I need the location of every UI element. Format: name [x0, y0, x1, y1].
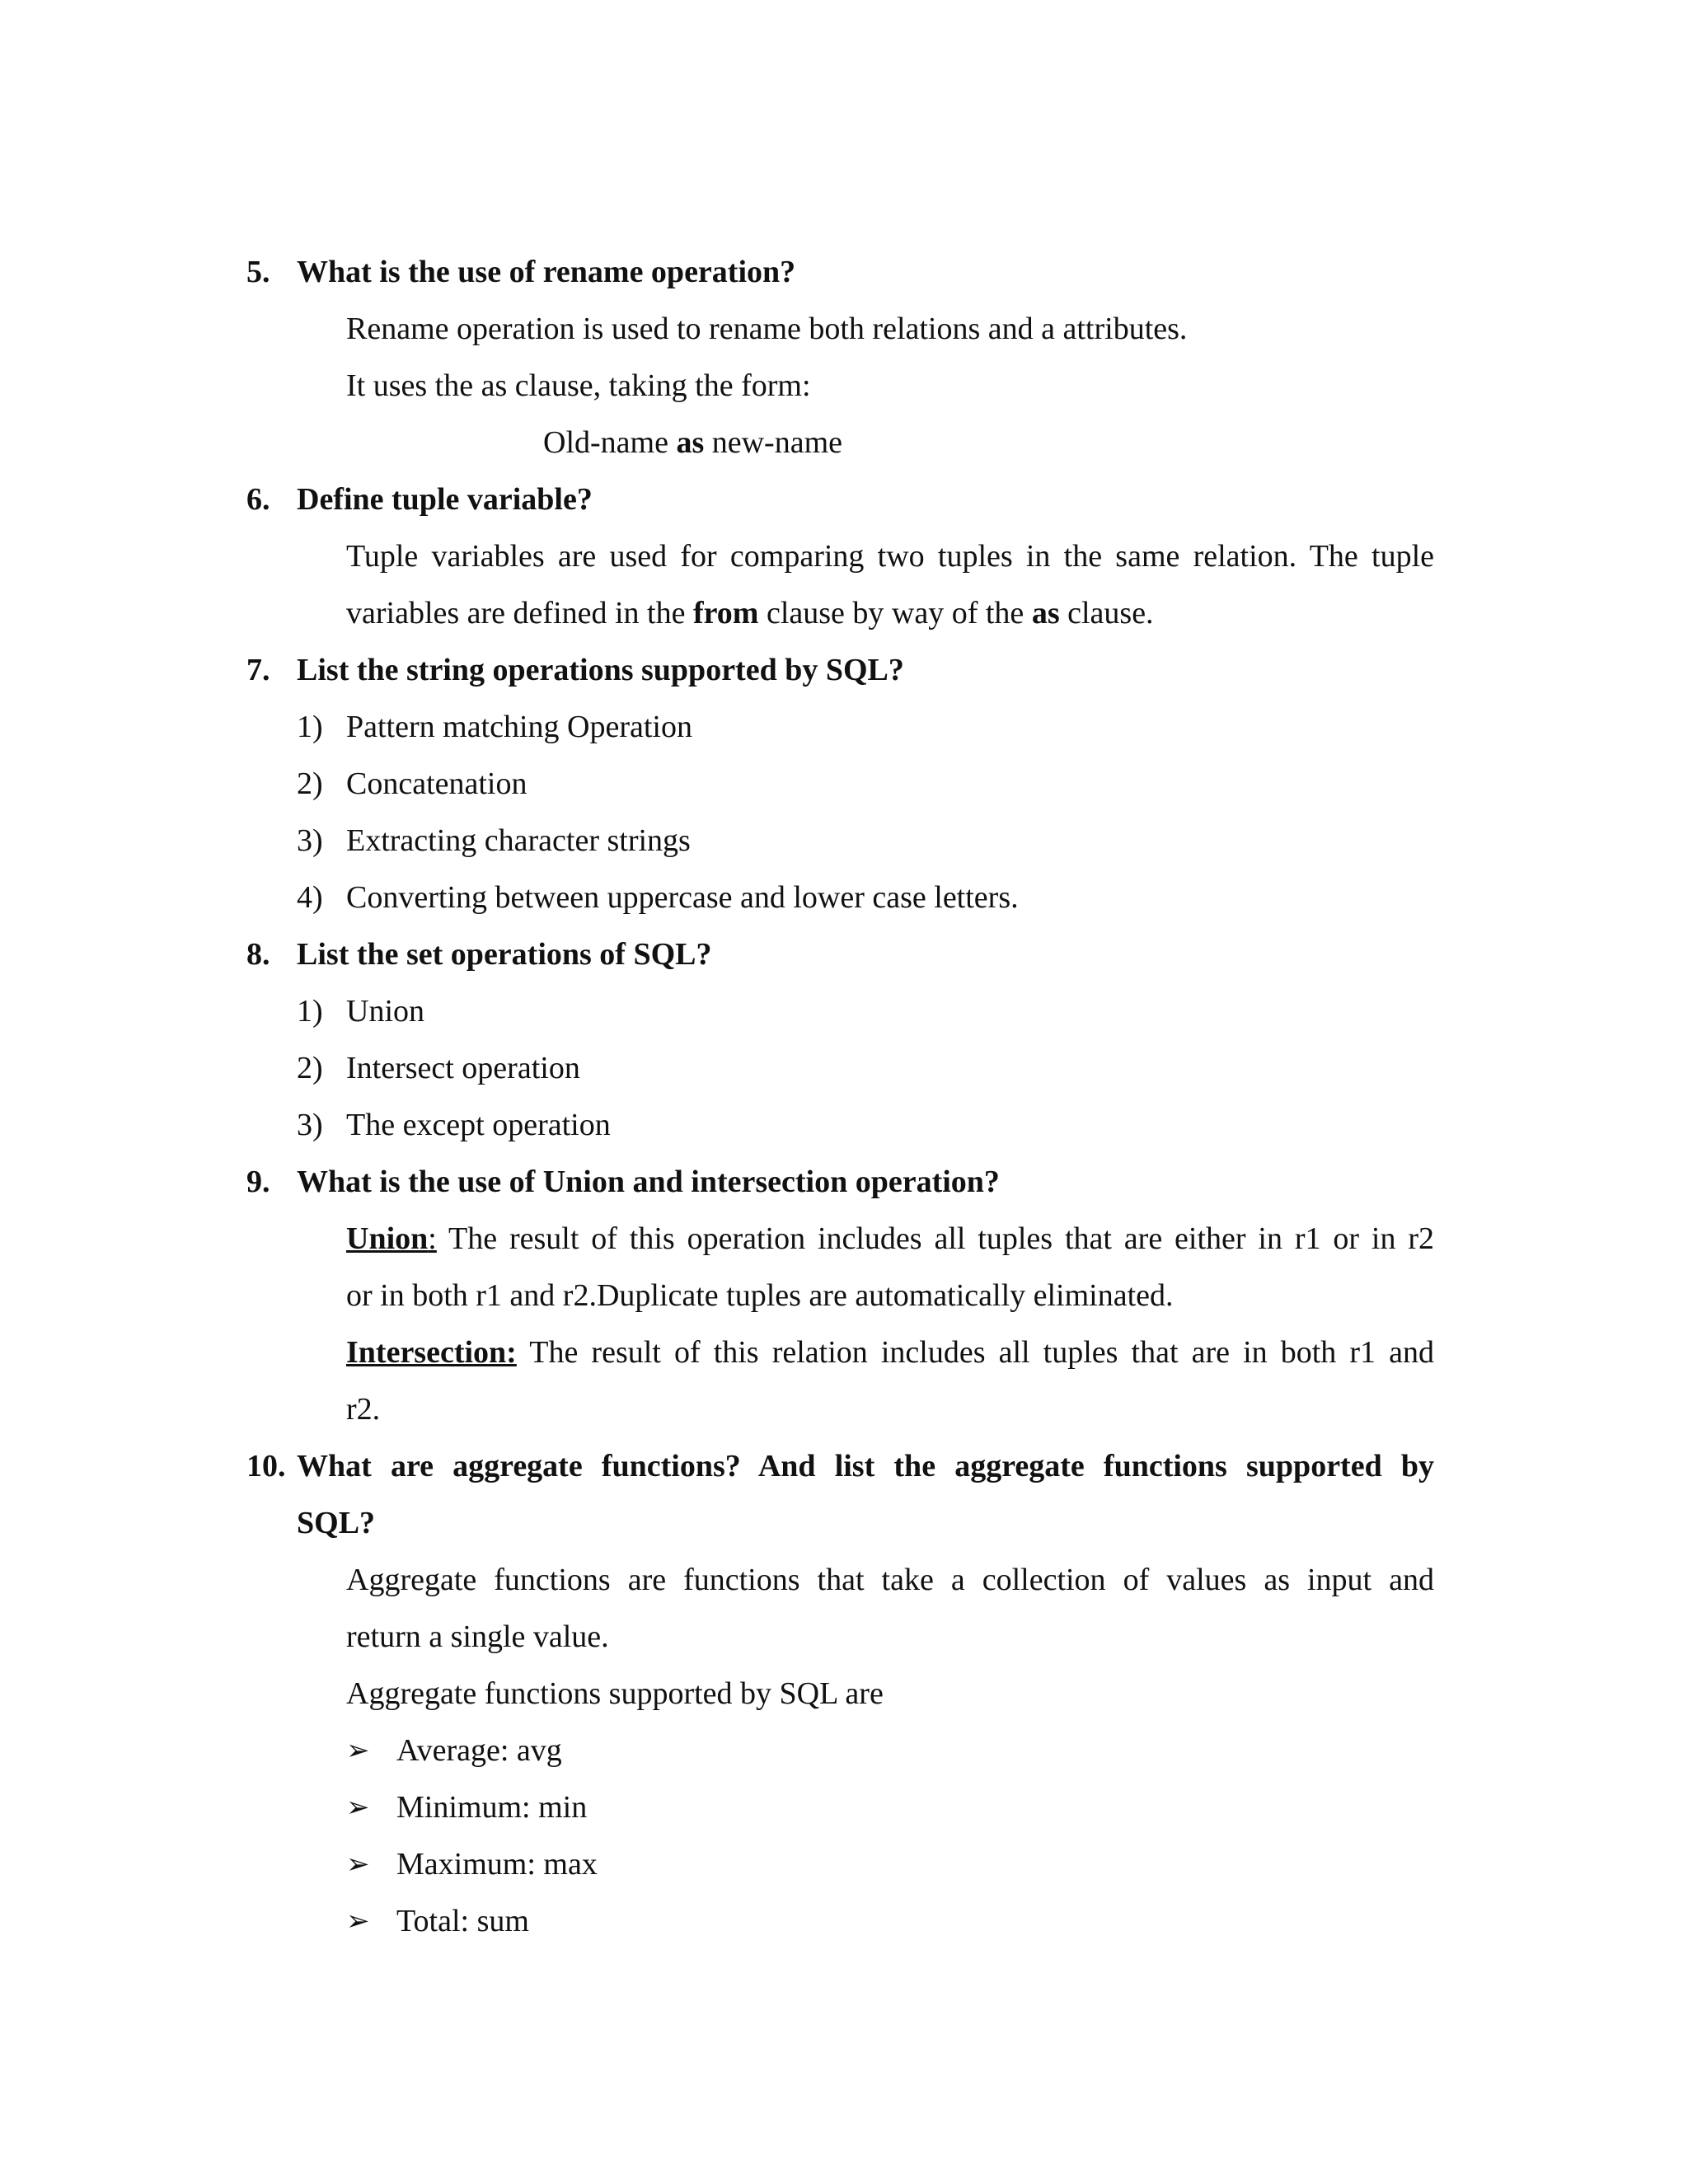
- answer-text: Tuple variables are used for comparing two tuples in the same relation. The tuple: [346, 539, 1434, 574]
- term-label: Intersection:: [346, 1335, 517, 1370]
- answer-text: or in both r1 and r2.Duplicate tuples are automatically eliminated.: [346, 1278, 1174, 1313]
- list-number: 3): [297, 1108, 323, 1142]
- list-number: 4): [297, 880, 323, 915]
- list-number: 1): [297, 710, 323, 744]
- text-part: The result of this operation includes all tuples that are either in r1 or in r2: [436, 1221, 1434, 1256]
- answer-text: Rename operation is used to rename both relations and a attributes.: [346, 312, 1188, 346]
- text-part: The result of this relation includes all tuples that are in both r1 and: [516, 1335, 1434, 1370]
- bullet-text: Maximum: max: [396, 1847, 598, 1882]
- answer-text: Aggregate functions supported by SQL are: [346, 1676, 884, 1711]
- answer-text: [346, 585, 1154, 642]
- bullet-text: Average: avg: [396, 1733, 562, 1768]
- answer-text: r2.: [346, 1392, 381, 1427]
- keyword: from: [692, 596, 759, 630]
- bullet-text: Minimum: min: [396, 1790, 588, 1825]
- list-text: Converting between uppercase and lower case letters.: [346, 880, 1019, 915]
- answer-text: It uses the as clause, taking the form:: [346, 368, 811, 403]
- answer-text: Aggregate functions are functions that take a collection of values as input and: [346, 1563, 1434, 1597]
- list-number: 2): [297, 1051, 323, 1085]
- arrow-bullet-icon: ➢: [346, 1848, 370, 1881]
- list-text: The except operation: [346, 1108, 611, 1142]
- arrow-bullet-icon: ➢: [346, 1734, 370, 1767]
- question-text: List the string operations supported by SQL?: [297, 653, 904, 687]
- question-number: 5.: [246, 255, 270, 289]
- term-label: Union: [346, 1221, 429, 1256]
- question-text: What are aggregate functions? And list the aggregate functions supported by: [297, 1449, 1434, 1483]
- list-text: Concatenation: [346, 766, 528, 801]
- list-number: 2): [297, 766, 323, 801]
- list-text: Intersect operation: [346, 1051, 580, 1085]
- list-text: Pattern matching Operation: [346, 710, 692, 744]
- question-number: 6.: [246, 482, 270, 517]
- answer-text: [346, 1211, 1434, 1268]
- term-colon: :: [428, 1221, 437, 1256]
- syntax-text: [543, 415, 842, 471]
- syntax-part: new-name: [704, 425, 843, 460]
- question-number: 10.: [246, 1449, 286, 1483]
- question-text: Define tuple variable?: [297, 482, 593, 517]
- syntax-part: Old-name: [543, 425, 677, 460]
- bullet-text: Total: sum: [396, 1904, 529, 1938]
- syntax-keyword: as: [676, 425, 705, 460]
- list-text: Union: [346, 994, 424, 1029]
- list-number: 3): [297, 823, 323, 858]
- text-part: variables are defined in the: [346, 596, 693, 630]
- list-number: 1): [297, 994, 323, 1029]
- question-number: 7.: [246, 653, 270, 687]
- question-text: What is the use of rename operation?: [297, 255, 796, 289]
- text-part: clause by way of the: [758, 596, 1032, 630]
- question-number: 8.: [246, 937, 270, 972]
- arrow-bullet-icon: ➢: [346, 1791, 370, 1824]
- question-number: 9.: [246, 1165, 270, 1199]
- question-text: What is the use of Union and intersection operation?: [297, 1165, 1000, 1199]
- answer-text: [346, 1324, 1434, 1381]
- list-text: Extracting character strings: [346, 823, 691, 858]
- arrow-bullet-icon: ➢: [346, 1905, 370, 1938]
- question-text: SQL?: [297, 1506, 376, 1540]
- question-text: List the set operations of SQL?: [297, 937, 712, 972]
- keyword: as: [1031, 596, 1060, 630]
- text-part: clause.: [1059, 596, 1154, 630]
- answer-text: return a single value.: [346, 1619, 609, 1654]
